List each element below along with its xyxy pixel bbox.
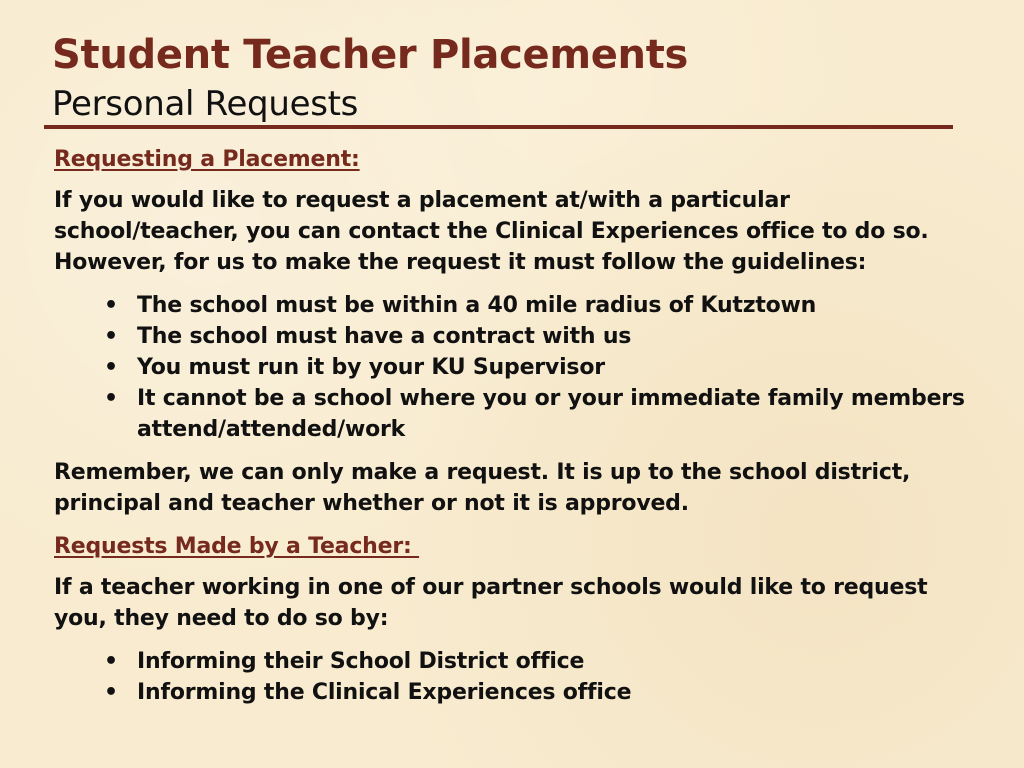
teacher-steps-list: [54, 646, 969, 708]
list-item: • The school must be within a 40 mile radius of Kutztown: [137, 290, 969, 321]
title-divider: [44, 125, 953, 129]
teacher-requests-intro-paragraph: If a teacher working in one of our partner schools would like to request you, they need to do so by:: [54, 575, 928, 631]
list-item: • Informing their School District office: [137, 646, 969, 677]
slide-subtitle: Personal Requests: [52, 84, 359, 124]
slide-title: Student Teacher Placements: [52, 32, 689, 78]
guidelines-list: [54, 290, 969, 445]
list-item: • It cannot be a school where you or your immediate family members attend/attended/work: [137, 383, 969, 445]
requesting-intro-paragraph: If you would like to request a placement at/with a particular school/teacher, you can contact the Clinical Experiences office to do so. However, for us to make the request it must follow the guidelines:: [54, 188, 929, 275]
bullet-icon: •: [104, 293, 118, 318]
bullet-icon: •: [104, 386, 118, 411]
list-item: • The school must have a contract with us: [137, 321, 969, 352]
section-heading-requesting: Requesting a Placement:: [54, 147, 360, 172]
list-item: • You must run it by your KU Supervisor: [137, 352, 969, 383]
slide-body: [54, 144, 969, 720]
section-heading-teacher-requests: Requests Made by a Teacher:: [54, 534, 420, 559]
bullet-icon: •: [104, 324, 118, 349]
reminder-paragraph: Remember, we can only make a request. It is up to the school district, principal and teacher whether or not it is approved.: [54, 460, 911, 516]
bullet-icon: •: [104, 355, 118, 380]
bullet-icon: •: [104, 649, 118, 674]
bullet-icon: •: [104, 680, 118, 705]
list-item: • Informing the Clinical Experiences office: [137, 677, 969, 708]
